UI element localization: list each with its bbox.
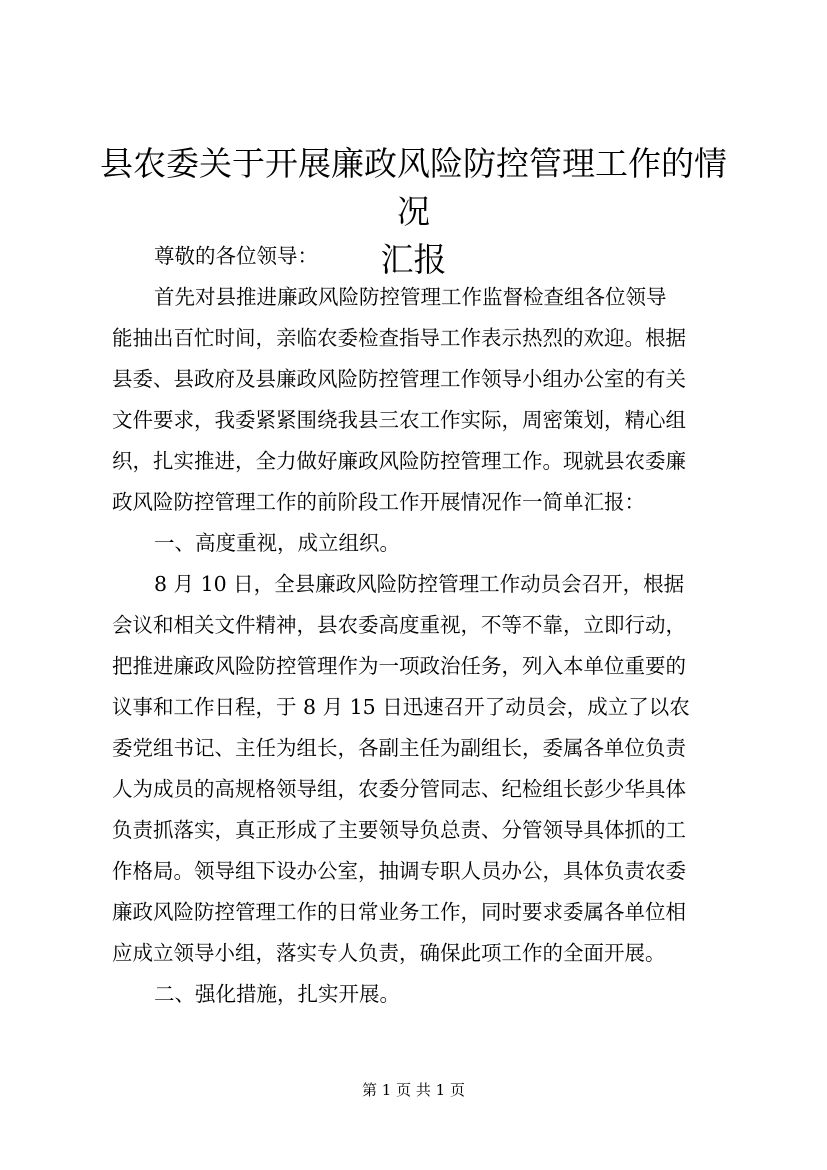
section-heading-2: 二、强化措施，扎实开展。: [154, 982, 400, 1006]
paragraph-line: 议事和工作日程，于 8 月 15 日迅速召开了动员会，成立了以农: [112, 695, 690, 719]
paragraph-line: 把推进廉政风险防控管理作为一项政治任务，列入本单位重要的: [112, 654, 686, 678]
paragraph-line: 应成立领导小组，落实专人负责，确保此项工作的全面开展。: [112, 941, 666, 965]
paragraph-line: 会议和相关文件精神，县农委高度重视，不等不靠，立即行动，: [112, 613, 686, 637]
paragraph-line: 8 月 10 日，全县廉政风险防控管理工作动员会召开，根据: [154, 572, 685, 596]
section-heading-1: 一、高度重视，成立组织。: [154, 531, 400, 555]
paragraph-line: 人为成员的高规格领导组，农委分管同志、纪检组长彭少华具体: [112, 777, 686, 801]
page-footer: 第 1 页 共 1 页: [362, 1081, 465, 1099]
paragraph-line: 首先对县推进廉政风险防控管理工作监督检查组各位领导: [154, 285, 667, 309]
title-line-2: 汇报: [380, 240, 447, 279]
paragraph-line: 廉政风险防控管理工作的日常业务工作，同时要求委属各单位相: [112, 900, 686, 924]
document-body: [112, 236, 738, 1015]
paragraph-line: 负责抓落实，真正形成了主要领导负总责、分管领导具体抓的工: [112, 818, 686, 842]
title-line-1: 县农委关于开展廉政风险防控管理工作的情况: [100, 144, 727, 231]
paragraph-line: 委党组书记、主任为组长，各副主任为副组长，委属各单位负责: [112, 736, 686, 760]
paragraph-line: 县委、县政府及县廉政风险防控管理工作领导小组办公室的有关: [112, 367, 686, 391]
paragraph-line: 作格局。领导组下设办公室，抽调专职人员办公，具体负责农委: [112, 859, 686, 883]
paragraph-line: 能抽出百忙时间，亲临农委检查指导工作表示热烈的欢迎。根据: [112, 326, 686, 350]
salutation: 尊敬的各位领导：: [154, 244, 318, 268]
paragraph-line: 政风险防控管理工作的前阶段工作开展情况作一简单汇报：: [112, 490, 645, 514]
paragraph-line: 织，扎实推进，全力做好廉政风险防控管理工作。现就县农委廉: [112, 449, 686, 473]
paragraph-line: 文件要求，我委紧紧围绕我县三农工作实际，周密策划，精心组: [112, 408, 686, 432]
